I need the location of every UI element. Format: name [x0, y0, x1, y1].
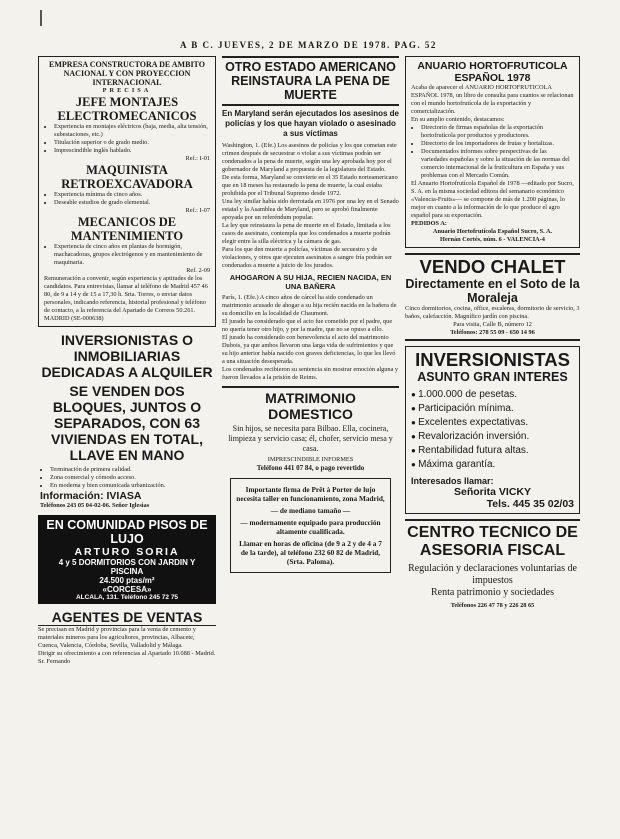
anuario-pedidos: PEDIDOS A:: [411, 220, 447, 227]
column-center: [222, 56, 399, 836]
anuario-p2: El Anuario Hortofrutícola Español de 1978 —editado por Sucro, S. A. en la misma sociedad editora del semanario económico «Valencia-Fruits»— se compone de más de 1.200 páginas, lo mejor en cuanto a la información de lo que produce el agro español para su exportación.: [411, 180, 574, 219]
firma-l1: Importante firma de Prêt à Porter de lujo necesita taller en funcionamiento, zona Madrid,: [236, 485, 385, 503]
empresa-precisa: PRECISA: [102, 87, 152, 94]
chalet-sub: Directamente en el Soto de la Moraleja: [405, 277, 580, 305]
chalet-title: VENDO CHALET: [419, 256, 566, 277]
ad-empresa: [38, 56, 216, 327]
page-header: [0, 0, 620, 52]
empresa-mec: MECANICOS DE MANTENIMIENTO: [70, 215, 184, 243]
inv2-tel: Tels. 445 35 02/03: [486, 498, 574, 510]
news-para: El jurado ha considerado que el acto fue cometido por el padre, que no quería tener otro hijo, y por la madre, que no se opuso a ello.: [222, 318, 393, 333]
mec-ref: Ref. 2-09: [186, 267, 210, 274]
header-line: A B C. JUEVES, 2 DE MARZO DE 1978. PAG. 52: [180, 40, 437, 50]
list-item: • Experiencia mínima de cinco años.: [54, 191, 210, 199]
ad-firma: [230, 478, 391, 573]
list-item: • Experiencia de cinco años en plantas de hormigón, machacadoras, grupos electrógenos y en mantenimiento de maquinaria.: [54, 243, 210, 267]
list-item: • Experiencia en montajes eléctricos (baja, media, alta tensión, subestaciones, etc.): [54, 123, 210, 139]
news-headline-2: AHOGARON A SU HIJA, RECIEN NACIDA, EN UNA BAÑERA: [229, 273, 392, 291]
inv2-sub: ASUNTO GRAN INTERES: [417, 370, 568, 384]
inv1-body: SE VENDEN DOS BLOQUES, JUNTOS O SEPARADOS, CON 63 VIVIENDAS EN TOTAL, LLAVE EN MANO: [51, 383, 203, 463]
matrimonio-body: Sin hijos, se necesita para Bilbao. Ella, cocinera, limpieza y servicio casa; él, chofer, servicio mesa y casa.: [228, 424, 393, 453]
comunidad-price: 24.500 ptas/m²: [99, 576, 155, 585]
ad-anuario: [405, 56, 580, 248]
news-subhead: En Maryland serán ejecutados los asesinos de policías y los que hayan violado o asesinado a sus víctimas: [222, 109, 399, 138]
maq-list: [44, 191, 210, 207]
column-right: [405, 56, 580, 836]
comunidad-dorm: 4 y 5 DORMITORIOS CON JARDIN Y PISCINA: [58, 558, 196, 576]
ad-agentes: [38, 609, 216, 666]
inv1-info: Información: IVIASA: [40, 490, 142, 502]
list-item: ● Máxima garantía.: [411, 458, 574, 472]
list-item: • Imprescindible inglés hablado.: [54, 147, 210, 155]
centro-l1: Regulación y declaraciones voluntarias de impuestos: [408, 563, 577, 586]
centro-tel: Teléfonos 226 47 78 y 226 28 65: [450, 602, 535, 609]
news-para: La ley que reinstaura la pena de muerte en el Estado, limitada a los casos de asesinato, contempla que los condenados a muerte podrán elegir entre la silla eléctrica y la cámara de gas.: [222, 222, 391, 245]
list-item: • Documentados informes sobre perspectivas de las variedades españolas y sobre la situación de las normas del comercio internacional de la fruticultura en España y sus problemas con el Mercado Común.: [421, 148, 574, 180]
list-item: • Zona comercial y cómodo acceso.: [50, 474, 214, 482]
inv2-name: Señorita VICKY: [453, 486, 532, 498]
chalet-tel: Teléfonos: 278 55 09 - 650 14 96: [450, 329, 535, 336]
agentes-body: Se precisan en Madrid y provincias para la venta de cemento y materiales mineros para los agricultores, provincias, Albacete, Cuenca, Valencia, Córdoba, Sevilla, Valladolid y Málaga.: [38, 626, 196, 649]
empresa-jefe: JEFE MONTAJES ELECTROMECANICOS: [57, 95, 197, 123]
list-item: ● 1.000.000 de pesetas.: [411, 388, 574, 402]
list-item: • Titulación superior o de grado medio.: [54, 139, 210, 147]
firma-l4: Llamar en horas de oficina (de 9 a 2 y de 4 a 7 de la tarde), al teléfono 232 60 82 de Madrid, (Srta. Paloma).: [239, 539, 382, 566]
anuario-intro: Acaba de aparecer el ANUARIO HORTOFRUTICOLA ESPAÑOL 1978, un libro de consulta para cuantos se relacionan con el mundo hortofrutícola de la exportación y comercialización.: [411, 84, 574, 115]
list-item: • Directorio de firmas españolas de la exportación hortofrutícola por productos y productores.: [421, 124, 574, 140]
jefe-ref: Ref.: I-01: [185, 155, 210, 162]
empresa-title: EMPRESA CONSTRUCTORA DE AMBITO NACIONAL Y CON PROYECCION INTERNACIONAL: [49, 60, 205, 87]
anuario-addr: Hernán Cortés, núm. 6 - VALENCIA-4: [440, 236, 545, 243]
list-item: ● Participación mínima.: [411, 402, 574, 416]
comunidad-title: EN COMUNIDAD PISOS DE LUJO: [46, 518, 208, 546]
chalet-body: Cinco dormitorios, cocina, office, escaleras, dormitorio de servicio, 3 baños, calefacción. Magnífico jardín con piscina.: [405, 305, 580, 320]
matrimonio-title: MATRIMONIO DOMESTICO: [265, 390, 356, 422]
news-para: Una ley similar había sido derrotada en 1976 por una ley en el Senado estatal y la Asamblea de Maryland, pero se aprobó finalmente apoyada por un referéndum popular.: [222, 198, 399, 221]
list-item: ● Rentabilidad futura altas.: [411, 444, 574, 458]
list-item: ● Revalorización inversión.: [411, 430, 574, 444]
inv2-list: [411, 388, 574, 472]
centro-l2: Renta patrimonio y sociedades: [430, 587, 555, 598]
ad-inversionistas-2: [405, 346, 580, 514]
news-headline-box: [222, 56, 399, 106]
ad-chalet: [405, 253, 580, 341]
matrimonio-req: IMPRESCINDIBLE INFORMES: [267, 456, 354, 463]
news-para: Para los que den muerte a policías, víctimas de secuestro y de violaciones, y otros que ejecuten asesinatos a sangre fría podrán ser condenados a muerte a juicio de los jurados.: [222, 246, 393, 269]
matrimonio-tel: Teléfono 441 07 84, o pago revertido: [256, 464, 365, 472]
inv1-tel: Teléfonos 243 05 04-02-06. Señor Iglesias: [40, 502, 150, 509]
inv2-int: Interesados llamar:: [411, 476, 494, 486]
news-para: De esta forma, Maryland se convierte en el 35 Estado norteamericano que en 18 meses ha restaurado la pena de muerte, la cual estaba prohibida por el Tribunal Supremo desde 1972.: [222, 174, 398, 197]
inv2-title: INVERSIONISTAS: [415, 349, 570, 370]
agentes-title: AGENTES DE VENTAS: [38, 609, 216, 626]
mec-list: [44, 243, 210, 267]
ad-matrimonio: [222, 386, 399, 472]
list-item: • Directorio de los importadores de frutas y hortalizas.: [421, 140, 574, 148]
centro-title: CENTRO TECNICO DE ASESORIA FISCAL: [407, 524, 578, 559]
agentes-footer: Dirigir su ofrecimiento a con referencias al Apartado 10.088 - Madrid. Sr. Fernando: [38, 650, 216, 665]
comunidad-arturo: ARTURO SORIA: [74, 546, 180, 558]
anuario-title: ANUARIO HORTOFRUTICOLA ESPAÑOL 1978: [417, 60, 568, 84]
firma-l2: — de mediano tamaño —: [270, 506, 351, 515]
firma-l3: — modernamente equipado para producción altamente cualificada.: [240, 518, 381, 536]
news-headline: OTRO ESTADO AMERICANO REINSTAURA LA PENA DE MUERTE: [225, 60, 396, 102]
news-para: Los condenados recibieron su sentencia sin mostrar emoción alguna y fueron llevados a la prisión de Reims.: [222, 366, 399, 381]
comunidad-addr: ALCALA, 131. Teléfono 245 72 75: [75, 594, 179, 601]
list-item: ● Excelentes expectativas.: [411, 416, 574, 430]
maq-ref: Ref.: I-07: [185, 207, 210, 214]
list-item: • Terminación de primera calidad.: [50, 466, 214, 474]
anuario-p3: Anuario Hortofrutícola Español Sucro, S. A.: [432, 228, 553, 235]
column-left: [38, 56, 216, 836]
empresa-footer: Remuneración a convenir, según experiencia y aptitudes de los candidatos. Para entrevistas, llamar al teléfono de Madrid 457 46 80, de 9 a 14 y de 15 a 17,30 h. Srta. Torres, o enviar datos personales, indicando referencia, historial profesional y teléfono de contacto, a la referencia del Apartado de Correos 50.261. MADRID (SE-000638): [44, 275, 208, 322]
ad-comunidad: [38, 515, 216, 604]
page-mark: [40, 10, 42, 26]
news-para: El jurado ha considerado con benevolencia el acto del matrimonio Dubois, ya que ambos llevaron una larga vida de sufrimientos y que su hijo anterior había nacido con graves deficiencias, lo que les llevó a una situación desesperada.: [222, 334, 396, 365]
jefe-list: [44, 123, 210, 155]
anuario-list: [411, 124, 574, 180]
comunidad-name: «CORCESA»: [102, 585, 152, 594]
list-item: • En moderna y bien comunicada urbanización.: [50, 482, 214, 490]
anuario-contenido: En su amplio contenido, destacamos:: [411, 116, 505, 123]
chalet-visit: Para visita, Calle B, número 12: [453, 321, 532, 328]
news-para: París, 1. (Efe.) A cinco años de cárcel ha sido condenado un matrimonio acusado de ahogar a su hija recién nacida en la bañera de su domicilio en la localidad de Chaumont.: [222, 294, 397, 317]
news-para: Washington, 1. (Efe.) Los asesinos de policías y los que cometan este crimen después de secuestrar o violar a sus víctimas podrán ser condenados a la pena de muerte, según una ley aprobada hoy por el gobernador de Maryland a propuesta de la legislatura del Estado.: [222, 142, 397, 173]
inv1-list: [40, 466, 214, 490]
ad-inversionistas-1: [38, 332, 216, 510]
ad-centro: [405, 519, 580, 610]
list-item: • Deseable estudios de grado elemental.: [54, 199, 210, 207]
inv1-title: INVERSIONISTAS O INMOBILIARIAS DEDICADAS A ALQUILER: [41, 332, 213, 380]
empresa-maq: MAQUINISTA RETROEXCAVADORA: [61, 163, 193, 191]
